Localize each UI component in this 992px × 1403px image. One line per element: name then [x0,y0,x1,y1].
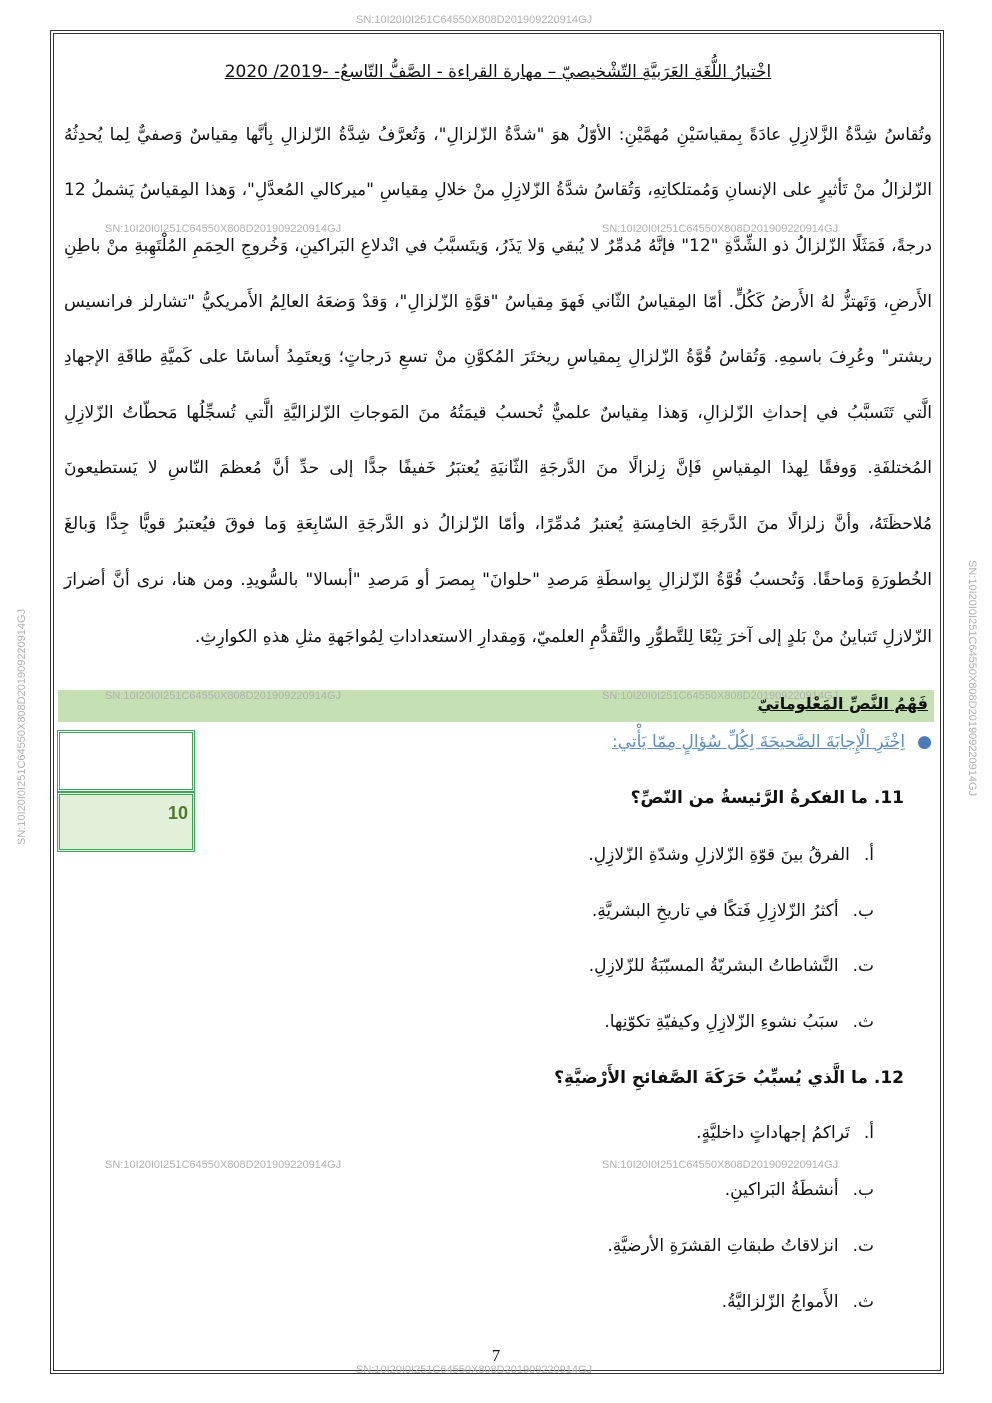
option-letter: أ. [863,845,874,865]
option[interactable] [722,1292,874,1312]
section-title: فَهْمُ النَّصِّ المَعْلوماتيّ [757,694,928,713]
option-letter: ت. [852,956,874,976]
score-value: 10 [167,803,188,823]
paragraph-line: الخُطورَةِ وَماحقًا. وَتُحسبُ قُوَّةُ الزّلزالِ بِواسطَةِ مَرصدِ "حلوانَ" بِمصرَ أو مَرصدِ "أبسالا" بالسُّويدِ. ومن هنا، نرى أنَّ أضرارَ [64,570,932,590]
serial-watermark-left: SN:10I20I0I251C64550X808D201909220914GJ [16,608,28,845]
option-text: الأَمواجُ الزّلزاليَّةُ. [721,1292,839,1312]
option-text: انزلاقاتُ طبقاتِ القشرَةِ الأرضيَّةِ. [607,1236,839,1256]
option[interactable] [604,1012,874,1032]
option-text: تَراكمُ إجهاداتٍ داخليَّةٍ. [696,1123,850,1143]
option[interactable] [592,901,874,921]
option-text: النَّشاطاتُ البشريّةُ المسبّبَةُ للزّلازِلِ. [588,956,839,976]
option-text: أكثرُ الزّلازِلِ فَتكًا في تاريخِ البشريَّةِ. [591,901,839,921]
serial-watermark: SN:10I20I0I251C64550X808D201909220914GJ [602,1159,839,1171]
serial-watermark: SN:10I20I0I251C64550X808D201909220914GJ [105,1159,342,1171]
score-box-top [57,730,195,792]
paragraph-line: الَّتي تَتَسبَّبُ في إحداثِ الزّلزالِ، وَهذا مِقياسٌ علميٌّ تُحسبُ قيمَتُهُ منَ المَوجاتِ الزّلزاليَّةِ الَّتي تُسجِّلُها مَحطّاتُ الزّلازِلِ [64,403,932,423]
paragraph-line: درجةً، فَمَثَلًا الزّلزالُ ذو الشِّدَّةِ "12" فإنَّهُ مُدمِّرٌ لا يُبقي وَلا يَذَرُ، وَيتَسبَّبُ في انْدلاعِ البَراكينِ، وَخُروجِ الحِمَمِ المُلْتَهِبةِ منْ باطِنِ [64,236,932,256]
option-text: سبَبُ نشوءِ الزّلازِلِ وكيفيّةِ تكوّنِها. [604,1012,839,1032]
paragraph-line: الزّلازلِ تَتباينُ منْ بَلدٍ إلى آخرَ تِبْعًا لِلتَّطوُّرِ والتَّقدُّمِ العلميّ، وَمِقدارِ الاستعداداتِ لِمُواجَهةِ مثلِ هذهِ الكوارِثِ. [194,627,932,647]
serial-watermark: SN:10I20I0I251C64550X808D201909220914GJ [105,223,342,235]
serial-watermark: SN:10I20I0I251C64550X808D201909220914GJ [105,690,342,702]
paragraph-line: المُختلفَةِ. وَوفقًا لِهذا المِقياسِ فَإنَّ زِلزالًا منَ الدَّرجَةِ الثّانيَةِ يُعتبَرُ خَفيفًا جدًّا إلى حدِّ أنَّ مُعظمَ النّاسِ لا يَستطيعونَ [64,458,932,478]
option-letter: ب. [852,1180,874,1200]
option-letter: ث. [852,1012,874,1032]
page-number: 7 [491,1346,501,1365]
option-letter: ث. [852,1292,874,1312]
option-text: أنشطَةُ البَراكينِ. [724,1180,839,1200]
serial-watermark: SN:10I20I0I251C64550X808D201909220914GJ [602,690,839,702]
page-title: اخْتبارُ اللُّغَةِ العَرَبيَّةِ التّشْخيصيّ – مهارة القراءة - الصَّفُّ التّاسعُ- -2019/ 2020 [224,62,772,82]
option[interactable] [589,956,874,976]
option[interactable] [725,1180,874,1200]
option[interactable] [607,1236,874,1256]
serial-watermark: SN:10I20I0I251C64550X808D201909220914GJ [356,14,593,26]
option-letter: ب. [852,901,874,921]
option[interactable] [696,1123,874,1143]
option-letter: ت. [852,1236,874,1256]
score-box-bottom [57,792,195,852]
paragraph-line: الزّلزالُ منْ تَأثيرٍ على الإنسانِ وَمُمتلكاتِهِ، وَتُقاسُ شدَّةُ الزّلازِلِ منْ خلالِ مِقياسِ "ميركالي المُعدَّلِ"، وَهذا المِقياسُ يَشملُ 12 [64,180,932,200]
instruction-text: اِخْتَرِ الْإِجابَةَ الصَّحيحَةَ لِكُلِّ سُؤالٍ مِمّا يَأْتي: [612,732,906,752]
question-11: 11. ما الفكرةُ الرَّئيسةُ من النّصِّ؟ [630,788,904,808]
paragraph-line: مُلاحظَتَهُ، وأنَّ زلزالًا منَ الدَّرجَةِ الخامِسَةِ يُعتبرُ مُدمِّرًا، وأمّا الزّلزالُ ذو الدَّرجَةِ السّابِعَةِ وَما فوقَ فيُعتبرُ قويًّا جِدًّا وَبالغَ [64,514,932,534]
paragraph-line: ريشتر" وعُرِفَ باسمِهِ. وَتُقاسُ قُوَّةُ الزّلزالِ بِمقياسِ ريختَرَ المُكوَّنِ منْ تسعِ دَرجاتٍ؛ وَيعتَمِدُ أساسًا على كَميَّةِ طاقَةِ الإجهادِ [64,347,932,367]
section-header-band [58,690,934,722]
option-letter: أ. [863,1123,874,1143]
bullet-icon: ● [917,732,932,752]
option-text: الفرقُ بينَ قوّةِ الزّلازلِ وشدّةِ الزّلازِلِ. [588,845,850,865]
option[interactable] [588,845,874,865]
serial-watermark: SN:10I20I0I251C64550X808D201909220914GJ [602,223,839,235]
paragraph-line: الأَرضِ، وَتَهتزُّ لهُ الأَرضُ كَكُلٍّ. أمّا المِقياسُ الثّاني فَهوَ مِقياسُ "قوَّةِ الزّلزالِ"، وَقدْ وَضعَهُ العالِمُ الأَمريكيُّ "تشارلز فرانسيس [64,292,932,312]
question-12: 12. ما الَّذي يُسبِّبُ حَرَكَةَ الصَّفائحِ الأَرْضيَّةِ؟ [554,1068,904,1088]
paragraph-line: وتُقاسُ شِدَّةُ الزَّلازِلِ عادَةً بِمقياسَيْنِ مُهمَّيْنِ: الأوّلُ هوَ "شدَّةُ الزّلزالِ"، وَتُعرَّفُ شِدَّةُ الزّلزالِ بِأنَّها مِقياسٌ وَصفيٌّ لِما يُحدِثُهُ [64,125,932,145]
serial-watermark-right: SN:10I20I0I251C64550X808D201909220914GJ [966,560,978,797]
instruction [612,732,932,752]
serial-watermark: SN:10I20I0I251C64550X808D201909220914GJ [356,1364,593,1376]
